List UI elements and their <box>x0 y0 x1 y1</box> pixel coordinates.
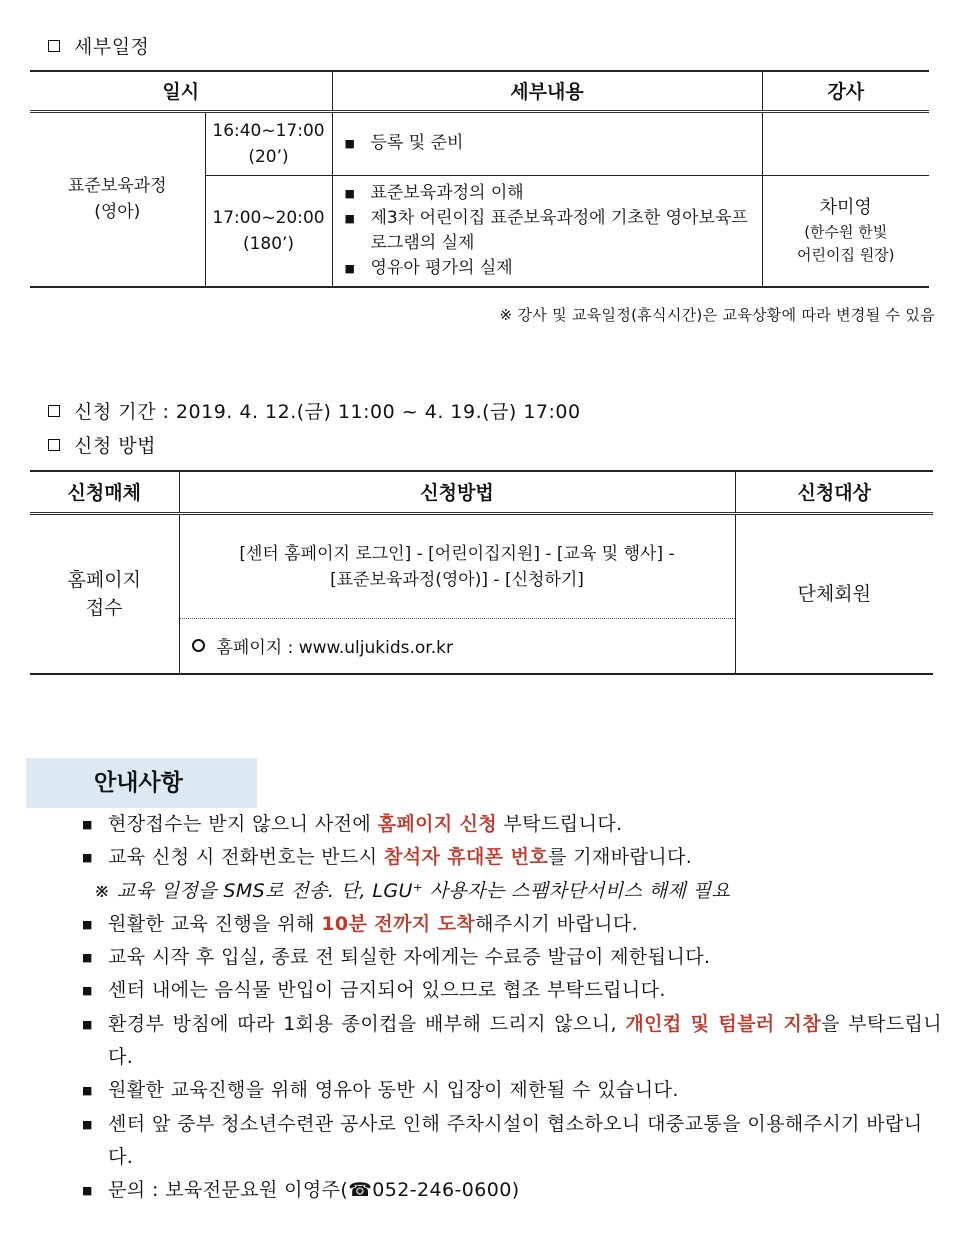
apply-method-heading-text: 신청 방법 <box>74 435 156 457</box>
notice-list <box>82 808 942 1208</box>
time-cell: 16:40~17:00 (20’) <box>205 111 332 175</box>
schedule-heading <box>48 32 149 59</box>
header-target: 신청대상 <box>735 471 933 513</box>
course-cell: 표준보육과정 (영아) <box>30 111 205 287</box>
medium-cell: 홈페이지 접수 <box>30 513 179 674</box>
apply-table <box>30 470 933 675</box>
list-item: ■ 현장접수는 받지 않으니 사전에 홈페이지 신청 부탁드립니다. <box>82 808 942 841</box>
teacher-cell: 차미영 (한수원 한빛 어린이집 원장) <box>762 175 929 287</box>
list-item: ■ 등록 및 준비 <box>345 131 762 156</box>
homepage-line <box>180 619 735 673</box>
time-cell: 17:00~20:00 (180’) <box>205 175 332 287</box>
schedule-table <box>30 70 929 288</box>
target-cell: 단체회원 <box>735 513 933 674</box>
header-method: 신청방법 <box>179 471 735 513</box>
apply-method-heading <box>48 431 156 458</box>
list-item: ■ 센터 앞 중부 청소년수련관 공사로 인해 주차시설이 협소하오니 대중교통을 이용해주시기 바랍니다. <box>82 1108 942 1175</box>
list-item-sub: ※ 교육 일정을 SMS로 전송. 단, LGU⁺ 사용자는 스팸차단서비스 해제 필요 <box>94 879 731 902</box>
method-steps: [센터 홈페이지 로그인] - [어린이집지원] - [교육 및 행사] - [표준보육과정(영아)] - [신청하기] <box>180 515 735 619</box>
list-item: ■ 교육 신청 시 전화번호는 반드시 참석자 휴대폰 번호를 기재바랍니다. <box>82 841 942 874</box>
schedule-note: ※ 강사 및 교육일정(휴식시간)은 교육상황에 따라 변경될 수 있음 <box>499 306 935 324</box>
apply-period <box>48 397 581 424</box>
list-item: ■ 영유아 평가의 실제 <box>345 256 762 281</box>
list-item: ■ 문의 : 보육전문요원 이영주(☎052-246-0600) <box>82 1174 942 1207</box>
list-item: ■ 표준보육과정의 이해 <box>345 181 762 206</box>
square-bullet-icon <box>48 439 60 451</box>
header-medium: 신청매체 <box>30 471 179 513</box>
list-item: ■ 센터 내에는 음식물 반입이 금지되어 있으므로 협조 부탁드립니다. <box>82 974 942 1007</box>
list-item: ■ 환경부 방침에 따라 1회용 종이컵을 배부해 드리지 않으니, 개인컵 및 텀블러 지참을 부탁드립니다. <box>82 1008 942 1075</box>
circle-bullet-icon <box>192 639 205 652</box>
square-bullet-icon <box>48 40 60 52</box>
details-cell <box>332 111 762 175</box>
header-details: 세부내용 <box>332 71 762 111</box>
method-cell <box>179 513 735 674</box>
list-item: ■ 교육 시작 후 입실, 종료 전 퇴실한 자에게는 수료증 발급이 제한됩니다. <box>82 941 942 974</box>
table-row <box>30 513 933 674</box>
details-cell <box>332 175 762 287</box>
table-row <box>30 111 929 175</box>
square-bullet-icon <box>48 405 60 417</box>
header-teacher: 강사 <box>762 71 929 111</box>
list-item: ■ 제3차 어린이집 표준보육과정에 기초한 영아보육프로그램의 실제 <box>345 206 762 256</box>
homepage-link[interactable]: 홈페이지 : www.uljukids.or.kr <box>216 638 453 658</box>
notice-title: 안내사항 <box>26 758 257 808</box>
schedule-heading-text: 세부일정 <box>74 36 150 58</box>
teacher-name: 차미영 <box>819 196 872 218</box>
apply-period-text: 신청 기간 : 2019. 4. 12.(금) 11:00 ~ 4. 19.(금) 17:00 <box>74 401 581 423</box>
teacher-cell-empty <box>762 111 929 175</box>
header-datetime: 일시 <box>30 71 332 111</box>
list-item: ■ 원활한 교육진행을 위해 영유아 동반 시 입장이 제한될 수 있습니다. <box>82 1074 942 1107</box>
list-item: ■ 원활한 교육 진행을 위해 10분 전까지 도착해주시기 바랍니다. <box>82 908 942 941</box>
